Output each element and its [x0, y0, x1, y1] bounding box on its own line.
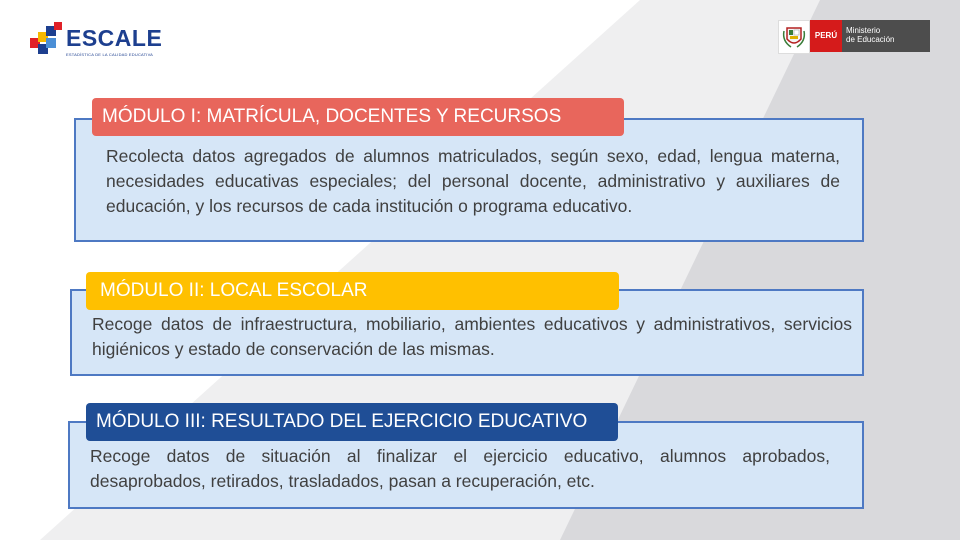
ministry-name: [842, 20, 930, 52]
peru-seal-icon: [778, 20, 810, 54]
module-3-description: Recoge datos de situación al finalizar el ejercicio educativo, alumnos aprobados, desaprobados, retirados, trasladados, pasan a recuperación, etc.: [90, 446, 830, 491]
escale-logo-icon: [30, 22, 64, 56]
ministry-name-line1: Ministerio: [846, 26, 881, 35]
escale-logo-word: ESCALE: [66, 25, 163, 51]
ministry-name-line2: de Educación: [846, 35, 895, 44]
ministry-country: PERÚ: [810, 20, 842, 52]
module-2-title: MÓDULO II: LOCAL ESCOLAR: [86, 272, 619, 310]
escale-logo: [30, 22, 163, 62]
ministry-logo: [778, 20, 930, 52]
module-2-description: Recoge datos de infraestructura, mobiliario, ambientes educativos y administrativos, servicios higiénicos y estado de conservación de las mismas.: [92, 314, 852, 359]
module-1-description: Recolecta datos agregados de alumnos matriculados, según sexo, edad, lengua materna, necesidades educativas especiales; del personal docente, administrativo y auxiliares de educación, y los recursos de cada institución o programa educativo.: [106, 146, 840, 216]
module-3-title: MÓDULO III: RESULTADO DEL EJERCICIO EDUCATIVO: [86, 403, 618, 441]
escale-logo-subtitle: ESTADÍSTICA DE LA CALIDAD EDUCATIVA: [66, 52, 154, 57]
module-1-title: MÓDULO I: MATRÍCULA, DOCENTES Y RECURSOS: [92, 98, 624, 136]
